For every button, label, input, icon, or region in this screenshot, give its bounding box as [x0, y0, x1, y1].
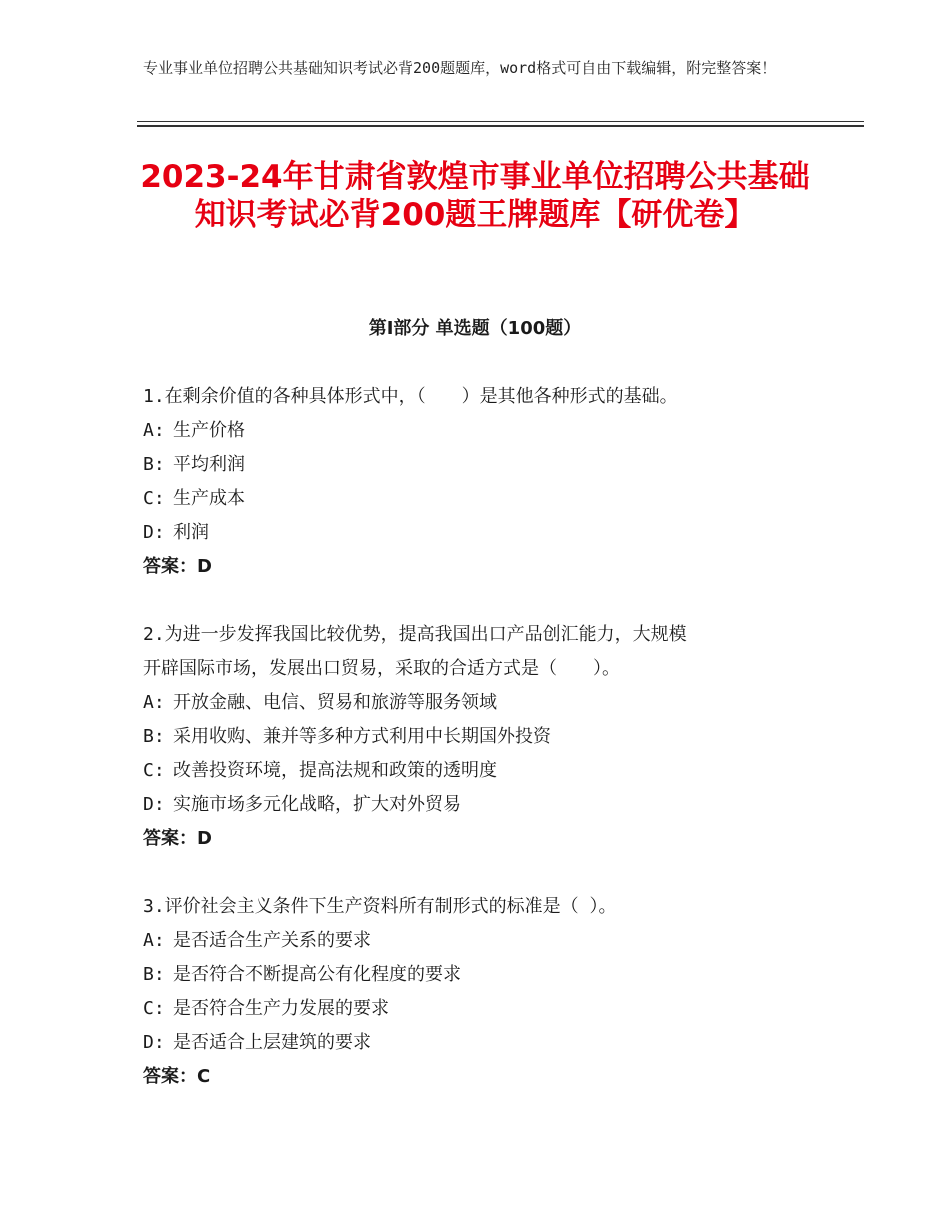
question-stem	[143, 380, 823, 414]
option-c	[143, 482, 823, 516]
option-text: 生产价格	[173, 420, 245, 441]
option-key: C:	[143, 998, 165, 1019]
option-b	[143, 720, 823, 754]
option-c	[143, 754, 823, 788]
question-stem	[143, 890, 823, 924]
option-text: 是否符合生产力发展的要求	[173, 998, 389, 1019]
option-a	[143, 924, 823, 958]
option-key: A:	[143, 692, 165, 713]
option-c	[143, 992, 823, 1026]
option-a	[143, 414, 823, 448]
question-2	[143, 618, 823, 856]
option-key: C:	[143, 488, 165, 509]
question-stem	[143, 618, 823, 686]
option-text: 是否符合不断提高公有化程度的要求	[173, 964, 461, 985]
header-rule-thick	[137, 125, 864, 127]
option-text: 改善投资环境，提高法规和政策的透明度	[173, 760, 497, 781]
option-key: B:	[143, 964, 165, 985]
question-stem-line: 2.为进一步发挥我国比较优势，提高我国出口产品创汇能力，大规模	[143, 624, 687, 645]
option-key: B:	[143, 726, 165, 747]
question-list	[143, 380, 823, 1094]
question-stem-line: 开辟国际市场，发展出口贸易，采取的合适方式是（ ）。	[143, 658, 620, 679]
header-rule-thin	[137, 121, 864, 122]
question-spacer	[143, 856, 823, 890]
option-b	[143, 448, 823, 482]
option-key: A:	[143, 930, 165, 951]
option-d	[143, 788, 823, 822]
question-stem-line: 1.在剩余价值的各种具体形式中，（ ）是其他各种形式的基础。	[143, 386, 678, 407]
section-heading: 第Ⅰ部分 单选题（100题）	[368, 318, 582, 339]
document-title: 2023-24年甘肃省敦煌市事业单位招聘公共基础知识考试必背200题王牌题库【研优卷】	[140, 159, 810, 233]
question-3	[143, 890, 823, 1094]
option-d	[143, 516, 823, 550]
option-key: D:	[143, 1032, 165, 1053]
option-text: 利润	[173, 522, 209, 543]
answer-label: 答案：D	[143, 828, 212, 849]
option-b	[143, 958, 823, 992]
option-key: B:	[143, 454, 165, 475]
option-text: 平均利润	[173, 454, 245, 475]
answer-label: 答案：D	[143, 556, 212, 577]
option-d	[143, 1026, 823, 1060]
option-key: D:	[143, 794, 165, 815]
question-spacer	[143, 584, 823, 618]
question-stem-line: 3.评价社会主义条件下生产资料所有制形式的标准是（ ）。	[143, 896, 617, 917]
header-note: 专业事业单位招聘公共基础知识考试必背200题题库，word格式可自由下载编辑，附完整答案！	[143, 59, 777, 77]
option-key: D:	[143, 522, 165, 543]
answer-label: 答案：C	[143, 1066, 211, 1087]
option-a	[143, 686, 823, 720]
question-1	[143, 380, 823, 584]
option-text: 是否适合上层建筑的要求	[173, 1032, 371, 1053]
option-key: C:	[143, 760, 165, 781]
option-text: 采用收购、兼并等多种方式利用中长期国外投资	[173, 726, 551, 747]
option-key: A:	[143, 420, 165, 441]
option-text: 开放金融、电信、贸易和旅游等服务领域	[173, 692, 497, 713]
option-text: 实施市场多元化战略，扩大对外贸易	[173, 794, 461, 815]
option-text: 是否适合生产关系的要求	[173, 930, 371, 951]
option-text: 生产成本	[173, 488, 245, 509]
